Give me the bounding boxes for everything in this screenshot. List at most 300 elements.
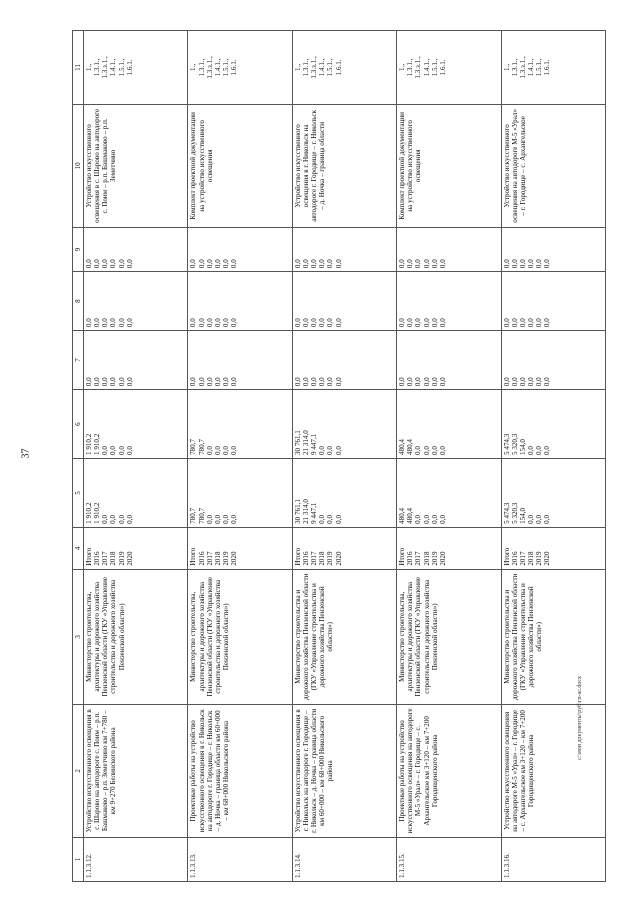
total-funding-cell-line: 0,0 xyxy=(430,514,439,524)
local-budget-cell-line: 0,0 xyxy=(125,318,134,328)
regional-budget-cell xyxy=(84,390,188,459)
responsible-org-cell-text: Министерство строительства и дорожного хозяйства Пензенской области (ГКУ «Управление строительства и дорожного хозяйства Пензенской области») xyxy=(293,573,335,700)
total-funding-cell-line: 0,0 xyxy=(125,514,134,524)
other-sources-cell xyxy=(188,227,292,271)
local-budget-cell-line: 0,0 xyxy=(438,318,447,328)
local-budget-cell-line: 0,0 xyxy=(310,318,319,328)
total-funding-cell-line: 480,4 xyxy=(406,507,415,524)
expected-result-cell xyxy=(397,104,501,227)
regional-budget-cell-line: 1 910,2 xyxy=(93,433,102,455)
federal-budget-cell-line: 0,0 xyxy=(101,377,110,387)
other-sources-cell-line: 0,0 xyxy=(406,259,415,269)
program-activities-table xyxy=(72,30,606,882)
regional-budget-cell-line: 0,0 xyxy=(318,446,327,455)
column-header: 3 xyxy=(73,569,84,704)
total-funding-cell-line: 0,0 xyxy=(422,514,431,524)
target-indicators-cell-line: 1.3.1., xyxy=(197,58,206,77)
total-funding-cell-line: 0,0 xyxy=(438,514,447,524)
other-sources-cell-line: 0,0 xyxy=(213,259,222,269)
local-budget-cell-line: 0,0 xyxy=(422,318,431,328)
other-sources-cell-line: 0,0 xyxy=(230,259,239,269)
target-indicators-cell-line: 1.3.з.1., xyxy=(205,56,214,79)
local-budget-cell-line: 0,0 xyxy=(518,318,527,328)
other-sources-cell-line: 0,0 xyxy=(109,259,118,269)
total-funding-cell-line: 0,0 xyxy=(334,514,343,524)
federal-budget-cell-line: 0,0 xyxy=(535,377,544,387)
total-funding-cell-line: 5 474,3 xyxy=(502,502,511,524)
target-indicators-cell-line: 1.3.1., xyxy=(301,58,310,77)
year-cell-line: 2017 xyxy=(205,551,214,566)
other-sources-cell-line: 0,0 xyxy=(205,259,214,269)
target-indicators-cell-line: 1., xyxy=(293,63,302,71)
year-cell-line: 2016 xyxy=(510,551,519,566)
total-funding-cell-line: 21 314,0 xyxy=(301,499,310,524)
table-row xyxy=(292,31,396,882)
other-sources-cell-line: 0,0 xyxy=(85,259,93,269)
expected-result-cell xyxy=(188,104,292,227)
federal-budget-cell-line: 0,0 xyxy=(230,377,239,387)
activity-name-cell-text: Устройство искусственного освещения в г. Никольск на автодороге г. Городище – г. Никольск – д. Ночка – граница области км 60+000 – км 68+000 Никольского района xyxy=(293,708,335,833)
regional-budget-cell-line: 0,0 xyxy=(430,446,439,455)
regional-budget-cell-line: 0,0 xyxy=(414,446,423,455)
year-cell-line: Итого xyxy=(502,547,511,566)
regional-budget-cell-line: 0,0 xyxy=(109,446,118,455)
year-cell xyxy=(188,527,292,569)
responsible-org-cell xyxy=(188,569,292,704)
year-cell-line: 2016 xyxy=(406,551,415,566)
federal-budget-cell-line: 0,0 xyxy=(326,377,335,387)
federal-budget-cell-line: 0,0 xyxy=(293,377,302,387)
total-funding-cell-line: 1 910,2 xyxy=(85,502,93,524)
year-cell-line: 2018 xyxy=(109,551,118,566)
activity-name-cell-text: Проектные работы на устройство искусственного освещения в г. Никольск на автодороге г. Городище – г. Никольск – д. Ночка – граница области км 60+000 – км 68+000 Никольского района xyxy=(189,709,231,833)
other-sources-cell xyxy=(84,227,188,271)
total-funding-cell-line: 1 910,2 xyxy=(93,502,102,524)
total-funding-cell-line: 0,0 xyxy=(213,514,222,524)
local-budget-cell-line: 0,0 xyxy=(430,318,439,328)
target-indicators-cell-line: 1.5.1., xyxy=(222,58,231,77)
target-indicators-cell xyxy=(84,31,188,105)
other-sources-cell-line: 0,0 xyxy=(543,259,552,269)
other-sources-cell-line: 0,0 xyxy=(222,259,231,269)
total-funding-cell-line: 0,0 xyxy=(414,514,423,524)
total-funding-cell xyxy=(292,459,396,528)
local-budget-cell-line: 0,0 xyxy=(213,318,222,328)
federal-budget-cell-line: 0,0 xyxy=(318,377,327,387)
total-funding-cell-line: 480,4 xyxy=(398,507,407,524)
federal-budget-cell-line: 0,0 xyxy=(213,377,222,387)
other-sources-cell-line: 0,0 xyxy=(502,259,511,269)
table-row xyxy=(84,31,188,882)
regional-budget-cell-line: 0,0 xyxy=(527,446,536,455)
row-number-cell-text: 1.1.3.13. xyxy=(189,853,198,878)
target-indicators-cell-line: 1.3.з.1., xyxy=(310,56,319,79)
year-cell-line: 2016 xyxy=(197,551,206,566)
local-budget-cell xyxy=(292,272,396,331)
column-header: 9 xyxy=(73,227,84,271)
target-indicators-cell-line: 1.3.1., xyxy=(510,58,519,77)
activity-name-cell xyxy=(397,704,501,837)
year-cell-line: 2018 xyxy=(318,551,327,566)
federal-budget-cell-line: 0,0 xyxy=(422,377,431,387)
federal-budget-cell-line: 0,0 xyxy=(310,377,319,387)
other-sources-cell-line: 0,0 xyxy=(414,259,423,269)
row-number-cell xyxy=(84,837,188,881)
row-number-cell-text: 1.1.3.12. xyxy=(85,853,93,878)
year-cell-line: 2020 xyxy=(334,551,343,566)
federal-budget-cell xyxy=(501,331,605,390)
other-sources-cell xyxy=(292,227,396,271)
total-funding-cell-line: 780,7 xyxy=(197,507,206,524)
year-cell-line: 2019 xyxy=(222,551,231,566)
regional-budget-cell-line: 780,7 xyxy=(197,439,206,455)
other-sources-cell-line: 0,0 xyxy=(527,259,536,269)
total-funding-cell-line: 0,0 xyxy=(222,514,231,524)
total-funding-cell-line: 0,0 xyxy=(205,514,214,524)
year-cell-line: 2017 xyxy=(518,551,527,566)
year-cell-line: 2019 xyxy=(117,551,126,566)
federal-budget-cell-line: 0,0 xyxy=(85,377,93,387)
other-sources-cell-line: 0,0 xyxy=(518,259,527,269)
target-indicators-cell-line: 1.6.1. xyxy=(438,59,447,76)
other-sources-cell-line: 0,0 xyxy=(101,259,110,269)
row-number-cell-text: 1.1.3.15. xyxy=(398,853,407,878)
total-funding-cell-line: 0,0 xyxy=(109,514,118,524)
federal-budget-cell-line: 0,0 xyxy=(117,377,126,387)
federal-budget-cell xyxy=(292,331,396,390)
federal-budget-cell-line: 0,0 xyxy=(93,377,102,387)
total-funding-cell-line: 0,0 xyxy=(543,514,552,524)
total-funding-cell-line: 30 761,1 xyxy=(293,499,302,524)
responsible-org-cell xyxy=(84,569,188,704)
target-indicators-cell-line: 1.6.1. xyxy=(334,59,343,76)
responsible-org-cell-text: Министерство строительства, архитектуры и дорожного хозяйства Пензенской области (ГКУ «Управление строительства и дорожного хозяйства Пензенской области») xyxy=(398,576,439,697)
target-indicators-cell-line: 1.4.1., xyxy=(527,58,536,77)
activity-name-cell xyxy=(84,704,188,837)
row-number-cell xyxy=(501,837,605,881)
target-indicators-cell-line: 1.5.1., xyxy=(430,58,439,77)
regional-budget-cell xyxy=(188,390,292,459)
federal-budget-cell-line: 0,0 xyxy=(222,377,231,387)
federal-budget-cell xyxy=(397,331,501,390)
federal-budget-cell-line: 0,0 xyxy=(543,377,552,387)
other-sources-cell-line: 0,0 xyxy=(117,259,126,269)
expected-result-cell-text: Комплект проектной документации на устройство искусственного освещения xyxy=(189,112,214,220)
federal-budget-cell-line: 0,0 xyxy=(518,377,527,387)
year-cell-line: 2020 xyxy=(125,551,134,566)
column-header: 1 xyxy=(73,837,84,881)
total-funding-cell-line: 9 447,1 xyxy=(310,502,319,524)
year-cell-line: Итого xyxy=(398,547,407,566)
responsible-org-cell-text: Министерство строительства, архитектуры и дорожного хозяйства Пензенской области (ГКУ «Управление строительства и дорожного хозяйства Пензенской области») xyxy=(85,576,126,697)
regional-budget-cell xyxy=(501,390,605,459)
column-header: 5 xyxy=(73,459,84,528)
other-sources-cell-line: 0,0 xyxy=(535,259,544,269)
row-number-cell xyxy=(397,837,501,881)
year-cell-line: 2017 xyxy=(310,551,319,566)
regional-budget-cell xyxy=(397,390,501,459)
local-budget-cell xyxy=(501,272,605,331)
federal-budget-cell-line: 0,0 xyxy=(527,377,536,387)
regional-budget-cell-line: 30 761,1 xyxy=(293,430,302,455)
total-funding-cell-line: 0,0 xyxy=(535,514,544,524)
other-sources-cell-line: 0,0 xyxy=(293,259,302,269)
activity-name-cell xyxy=(292,704,396,837)
target-indicators-cell-line: 1.4.1., xyxy=(318,58,327,77)
local-budget-cell xyxy=(397,272,501,331)
table-row xyxy=(397,31,501,882)
year-cell-line: 2018 xyxy=(527,551,536,566)
local-budget-cell-line: 0,0 xyxy=(326,318,335,328)
regional-budget-cell-line: 0,0 xyxy=(438,446,447,455)
federal-budget-cell-line: 0,0 xyxy=(301,377,310,387)
target-indicators-cell-line: 1.5.1., xyxy=(535,58,544,77)
target-indicators-cell-line: 1.3.1., xyxy=(406,58,415,77)
local-budget-cell-line: 0,0 xyxy=(222,318,231,328)
page-number: 37 xyxy=(20,448,32,459)
total-funding-cell-line: 0,0 xyxy=(101,514,110,524)
regional-budget-cell-line: 480,4 xyxy=(406,439,415,455)
total-funding-cell-line: 0,0 xyxy=(230,514,239,524)
local-budget-cell-line: 0,0 xyxy=(85,318,93,328)
column-header: 8 xyxy=(73,272,84,331)
regional-budget-cell-line: 480,4 xyxy=(398,439,407,455)
federal-budget-cell-line: 0,0 xyxy=(398,377,407,387)
other-sources-cell-line: 0,0 xyxy=(510,259,519,269)
year-cell-line: 2016 xyxy=(93,551,102,566)
year-cell xyxy=(501,527,605,569)
regional-budget-cell-line: 154,0 xyxy=(518,439,527,455)
federal-budget-cell-line: 0,0 xyxy=(510,377,519,387)
local-budget-cell-line: 0,0 xyxy=(301,318,310,328)
regional-budget-cell xyxy=(292,390,396,459)
other-sources-cell-line: 0,0 xyxy=(189,259,198,269)
responsible-org-cell xyxy=(292,569,396,704)
year-cell-line: 2020 xyxy=(438,551,447,566)
federal-budget-cell xyxy=(84,331,188,390)
responsible-org-cell-text: Министерство строительства и дорожного хозяйства Пензенской области (ГКУ «Управление строительства и дорожного хозяйства Пензенской области») xyxy=(502,573,544,700)
other-sources-cell-line: 0,0 xyxy=(310,259,319,269)
federal-budget-cell-line: 0,0 xyxy=(438,377,447,387)
table-row xyxy=(188,31,292,882)
target-indicators-cell-line: 1.4.1., xyxy=(422,58,431,77)
row-number-cell-text: 1.1.3.14. xyxy=(293,853,302,878)
federal-budget-cell-line: 0,0 xyxy=(197,377,206,387)
local-budget-cell-line: 0,0 xyxy=(205,318,214,328)
target-indicators-cell xyxy=(292,31,396,105)
year-cell-line: Итого xyxy=(189,547,198,566)
local-budget-cell-line: 0,0 xyxy=(398,318,407,328)
local-budget-cell-line: 0,0 xyxy=(117,318,126,328)
local-budget-cell-line: 0,0 xyxy=(527,318,536,328)
target-indicators-cell-line: 1.4.1., xyxy=(213,58,222,77)
file-path-footer: c:\мои документы\руб\гп-ас.docx xyxy=(577,675,583,760)
regional-budget-cell-line: 0,0 xyxy=(213,446,222,455)
expected-result-cell-text: Устройство искусственного освещения в с. Шарово на автодороге с. Поим – р.п. Башмаково – р.п. Земетчино xyxy=(85,108,118,223)
other-sources-cell xyxy=(397,227,501,271)
year-cell-line: 2020 xyxy=(543,551,552,566)
regional-budget-cell-line: 0,0 xyxy=(101,446,110,455)
activity-name-cell-text: Устройство искусственного освещения на автодороге М-5 «Урал» – г. Городище – с. Архангельское км 3+120 – км 7+200 Городищенского района xyxy=(502,709,536,832)
column-number-row xyxy=(73,31,84,882)
expected-result-cell xyxy=(501,104,605,227)
target-indicators-cell xyxy=(188,31,292,105)
regional-budget-cell-line: 0,0 xyxy=(205,446,214,455)
total-funding-cell-line: 5 320,3 xyxy=(510,502,519,524)
year-cell-line: 2016 xyxy=(301,551,310,566)
target-indicators-cell-line: 1.5.1., xyxy=(326,58,335,77)
federal-budget-cell-line: 0,0 xyxy=(334,377,343,387)
year-cell-line: 2020 xyxy=(230,551,239,566)
federal-budget-cell-line: 0,0 xyxy=(189,377,198,387)
other-sources-cell-line: 0,0 xyxy=(326,259,335,269)
year-cell xyxy=(84,527,188,569)
target-indicators-cell-line: 1.6.1. xyxy=(230,59,239,76)
regional-budget-cell-line: 0,0 xyxy=(543,446,552,455)
local-budget-cell-line: 0,0 xyxy=(543,318,552,328)
total-funding-cell xyxy=(84,459,188,528)
responsible-org-cell xyxy=(397,569,501,704)
target-indicators-cell xyxy=(397,31,501,105)
total-funding-cell-line: 0,0 xyxy=(326,514,335,524)
year-cell-line: 2019 xyxy=(326,551,335,566)
regional-budget-cell-line: 1 910,2 xyxy=(85,433,93,455)
column-header: 10 xyxy=(73,104,84,227)
other-sources-cell-line: 0,0 xyxy=(398,259,407,269)
federal-budget-cell-line: 0,0 xyxy=(414,377,423,387)
activity-name-cell xyxy=(501,704,605,837)
total-funding-cell xyxy=(188,459,292,528)
table-row xyxy=(501,31,605,882)
column-header: 2 xyxy=(73,704,84,837)
local-budget-cell xyxy=(188,272,292,331)
row-number-cell-text: 1.1.3.16. xyxy=(502,853,511,878)
year-cell-line: 2017 xyxy=(414,551,423,566)
regional-budget-cell-line: 9 447,1 xyxy=(310,433,319,455)
federal-budget-cell xyxy=(188,331,292,390)
column-header: 7 xyxy=(73,331,84,390)
target-indicators-cell-line: 1.3.1., xyxy=(93,58,102,77)
activity-name-cell-text: Проектные работы на устройство искусственного освещения на автодороге М-5 «Урал» – г. Городище – с. Архангельское км 3+120 – км 7+200 Городищенского района xyxy=(398,708,439,834)
regional-budget-cell-line: 0,0 xyxy=(125,446,134,455)
federal-budget-cell-line: 0,0 xyxy=(125,377,134,387)
expected-result-cell xyxy=(84,104,188,227)
regional-budget-cell-line: 5 320,3 xyxy=(510,433,519,455)
federal-budget-cell-line: 0,0 xyxy=(406,377,415,387)
target-indicators-cell-line: 1.6.1. xyxy=(543,59,552,76)
total-funding-cell-line: 154,0 xyxy=(518,507,527,524)
federal-budget-cell-line: 0,0 xyxy=(205,377,214,387)
regional-budget-cell-line: 0,0 xyxy=(334,446,343,455)
target-indicators-cell-line: 1.3.з.1., xyxy=(101,56,110,79)
regional-budget-cell-line: 5 474,3 xyxy=(502,433,511,455)
target-indicators-cell-line: 1., xyxy=(398,63,407,71)
target-indicators-cell-line: 1.5.1., xyxy=(117,58,126,77)
year-cell-line: Итого xyxy=(85,547,93,566)
expected-result-cell xyxy=(292,104,396,227)
responsible-org-cell-text: Министерство строительства, архитектуры и дорожного хозяйства Пензенской области (ГКУ «Управление строительства и дорожного хозяйства Пензенской области») xyxy=(189,576,231,697)
federal-budget-cell-line: 0,0 xyxy=(502,377,511,387)
other-sources-cell-line: 0,0 xyxy=(93,259,102,269)
other-sources-cell-line: 0,0 xyxy=(301,259,310,269)
rotated-table-wrapper xyxy=(72,30,606,882)
other-sources-cell xyxy=(501,227,605,271)
local-budget-cell-line: 0,0 xyxy=(334,318,343,328)
local-budget-cell-line: 0,0 xyxy=(535,318,544,328)
year-cell xyxy=(397,527,501,569)
target-indicators-cell-line: 1., xyxy=(189,63,198,71)
row-number-cell xyxy=(188,837,292,881)
federal-budget-cell-line: 0,0 xyxy=(109,377,118,387)
local-budget-cell-line: 0,0 xyxy=(318,318,327,328)
local-budget-cell-line: 0,0 xyxy=(502,318,511,328)
local-budget-cell-line: 0,0 xyxy=(197,318,206,328)
total-funding-cell-line: 780,7 xyxy=(189,507,198,524)
column-header: 11 xyxy=(73,31,84,105)
local-budget-cell-line: 0,0 xyxy=(109,318,118,328)
regional-budget-cell-line: 21 314,0 xyxy=(301,430,310,455)
other-sources-cell-line: 0,0 xyxy=(318,259,327,269)
federal-budget-cell-line: 0,0 xyxy=(430,377,439,387)
year-cell-line: 2018 xyxy=(213,551,222,566)
total-funding-cell xyxy=(397,459,501,528)
row-number-cell xyxy=(292,837,396,881)
year-cell-line: 2018 xyxy=(422,551,431,566)
year-cell xyxy=(292,527,396,569)
local-budget-cell-line: 0,0 xyxy=(406,318,415,328)
expected-result-cell-text: Устройство искусственного освещения в г. Никольск на автодороге г. Городище – г. Никольск – д. Ночка – граница области xyxy=(293,109,327,222)
expected-result-cell-text: Устройство искусственного освещения на автодороге М-5 «Урал» – г. Городище – с. Архангельское xyxy=(502,109,527,223)
target-indicators-cell-line: 1.3.з.1., xyxy=(518,56,527,79)
regional-budget-cell-line: 780,7 xyxy=(189,439,198,455)
regional-budget-cell-line: 0,0 xyxy=(117,446,126,455)
year-cell-line: Итого xyxy=(293,547,302,566)
other-sources-cell-line: 0,0 xyxy=(422,259,431,269)
local-budget-cell-line: 0,0 xyxy=(101,318,110,328)
total-funding-cell-line: 0,0 xyxy=(117,514,126,524)
other-sources-cell-line: 0,0 xyxy=(334,259,343,269)
target-indicators-cell-line: 1., xyxy=(502,63,511,71)
expected-result-cell-text: Комплект проектной документации на устройство искусственного освещения xyxy=(398,112,423,220)
local-budget-cell-line: 0,0 xyxy=(93,318,102,328)
year-cell-line: 2017 xyxy=(101,551,110,566)
activity-name-cell-text: Устройство искусственного освещения в с. Шарово на автодороге с. Поим – р.п. Башмаково – р.п. Земетчино км 7+780 – км 9+270 Белинского района xyxy=(85,709,118,833)
regional-budget-cell-line: 0,0 xyxy=(326,446,335,455)
activity-name-cell xyxy=(188,704,292,837)
regional-budget-cell-line: 0,0 xyxy=(535,446,544,455)
year-cell-line: 2019 xyxy=(535,551,544,566)
other-sources-cell-line: 0,0 xyxy=(197,259,206,269)
target-indicators-cell-line: 1., xyxy=(85,63,93,71)
other-sources-cell-line: 0,0 xyxy=(438,259,447,269)
target-indicators-cell-line: 1.6.1. xyxy=(125,59,134,76)
year-cell-line: 2019 xyxy=(430,551,439,566)
target-indicators-cell-line: 1.3.з.1., xyxy=(414,56,423,79)
responsible-org-cell xyxy=(501,569,605,704)
column-header: 4 xyxy=(73,527,84,569)
other-sources-cell-line: 0,0 xyxy=(125,259,134,269)
total-funding-cell-line: 0,0 xyxy=(318,514,327,524)
total-funding-cell-line: 0,0 xyxy=(527,514,536,524)
column-header: 6 xyxy=(73,390,84,459)
local-budget-cell-line: 0,0 xyxy=(230,318,239,328)
local-budget-cell-line: 0,0 xyxy=(414,318,423,328)
other-sources-cell-line: 0,0 xyxy=(430,259,439,269)
regional-budget-cell-line: 0,0 xyxy=(422,446,431,455)
total-funding-cell xyxy=(501,459,605,528)
local-budget-cell-line: 0,0 xyxy=(293,318,302,328)
local-budget-cell-line: 0,0 xyxy=(510,318,519,328)
